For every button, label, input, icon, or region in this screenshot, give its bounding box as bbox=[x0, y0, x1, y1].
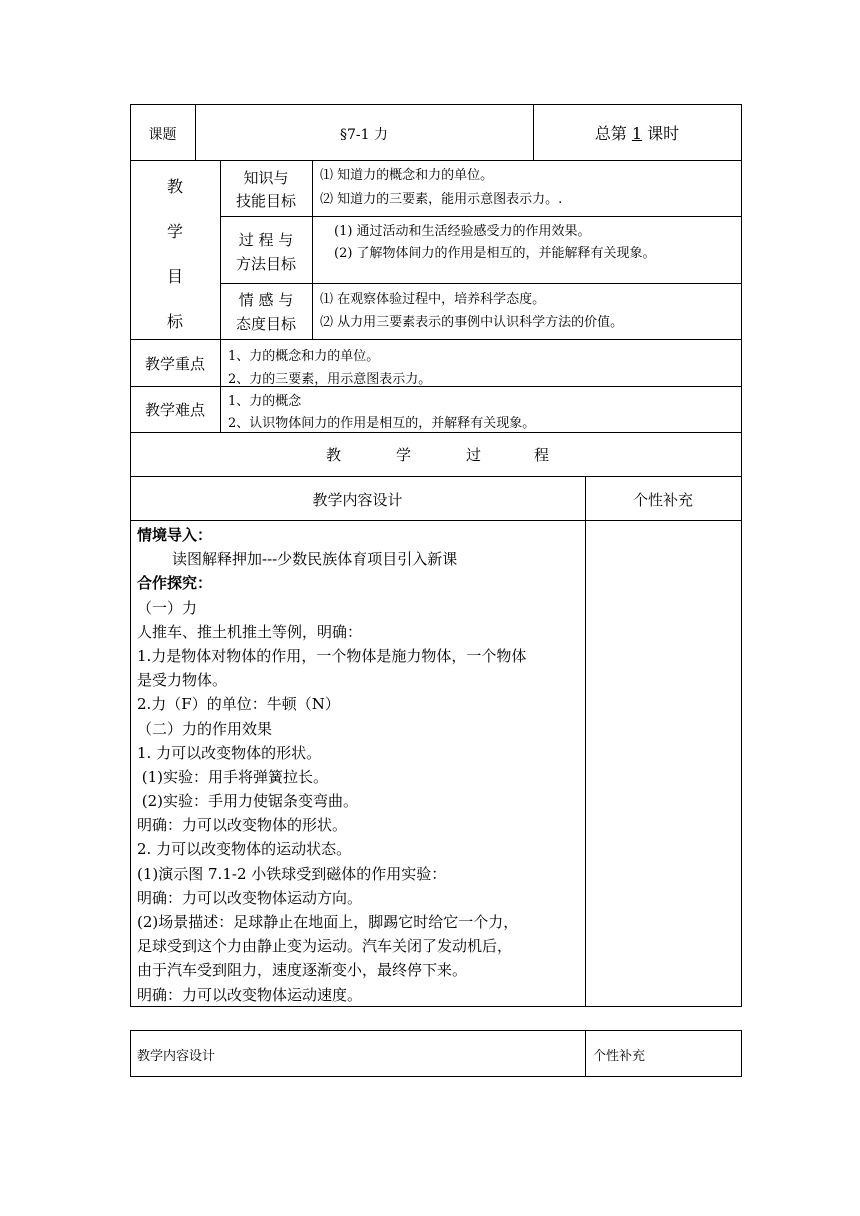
objectives-label-char: 目 bbox=[166, 267, 183, 286]
objective-item: ⑴ 在观察体验过程中，培养科学态度。 bbox=[320, 292, 546, 307]
content-line: (2)场景描述：足球静止在地面上，脚踢它时给它一个力， bbox=[137, 913, 519, 931]
objective-label: 情 感 与 bbox=[238, 291, 294, 309]
content-line: 由于汽车受到阻力，速度逐渐变小，最终停下来。 bbox=[137, 961, 468, 980]
difficulties-label: 教学难点 bbox=[144, 401, 205, 419]
difficulty-item: 2、认识物体间力的作用是相互的，并解释有关现象。 bbox=[228, 416, 536, 431]
content-line: （一）力 bbox=[137, 598, 198, 617]
period-count bbox=[533, 121, 741, 144]
period-prefix: 总第 bbox=[594, 124, 627, 143]
content-line: (2)实验：手用力使锯条变弯曲。 bbox=[137, 792, 359, 811]
second-supplement-header: 个性补充 bbox=[593, 1049, 646, 1064]
second-design-header: 教学内容设计 bbox=[137, 1049, 216, 1064]
content-line: 读图解释押加---少数民族体育项目引入新课 bbox=[172, 550, 458, 569]
content-line: 2. 力可以改变物体的运动状态。 bbox=[137, 840, 352, 859]
objective-item: (2) 了解物体间力的作用是相互的，并能解释有关现象。 bbox=[334, 246, 656, 261]
key-point-item: 2、力的三要素，用示意图表示力。 bbox=[228, 372, 432, 387]
content-body bbox=[137, 523, 582, 1007]
content-line: (1)实验：用手将弹簧拉长。 bbox=[137, 767, 329, 786]
objectives-label-char: 教 bbox=[166, 177, 183, 196]
objective-label: 技能目标 bbox=[235, 192, 296, 210]
content-line: 是受力物体。 bbox=[137, 671, 228, 690]
key-points-label: 教学重点 bbox=[144, 355, 205, 373]
content-line: 足球受到这个力由静止变为运动。汽车关闭了发动机后， bbox=[137, 937, 513, 956]
content-line: 1.力是物体对物体的作用，一个物体是施力物体，一个物体 bbox=[137, 646, 527, 665]
content-line: 2.力（F）的单位：牛顿（N） bbox=[137, 695, 340, 714]
objective-item: ⑵ 知道力的三要素，能用示意图表示力。. bbox=[320, 192, 563, 207]
content-section-heading: 合作探究： bbox=[137, 574, 213, 593]
objective-item: ⑵ 从力用三要素表示的事例中认识科学方法的价值。 bbox=[320, 315, 624, 330]
period-number: 1 bbox=[631, 124, 643, 143]
difficulty-item: 1、力的概念 bbox=[228, 394, 302, 409]
content-line: 明确：力可以改变物体的形状。 bbox=[137, 816, 348, 835]
content-line: 1. 力可以改变物体的形状。 bbox=[137, 743, 322, 762]
keti-label: 课题 bbox=[148, 127, 177, 143]
objective-item: ⑴ 知道力的概念和力的单位。 bbox=[320, 168, 494, 183]
content-line: 明确：力可以改变物体运动速度。 bbox=[137, 985, 363, 1004]
content-line: （二）力的作用效果 bbox=[137, 719, 273, 738]
objectives-label-char: 学 bbox=[166, 222, 183, 241]
objective-label: 方法目标 bbox=[235, 255, 296, 273]
objective-label: 态度目标 bbox=[235, 315, 296, 333]
process-heading-char: 教 bbox=[326, 446, 342, 464]
content-section-heading: 情境导入： bbox=[137, 526, 213, 544]
objective-label: 过 程 与 bbox=[238, 231, 294, 249]
content-line: (1)演示图 7.1-2 小铁球受到磁体的作用实验： bbox=[137, 864, 447, 883]
content-line: 人推车、推土机推土等例，明确： bbox=[137, 622, 363, 641]
lesson-title: §7-1 力 bbox=[340, 127, 388, 143]
process-heading-char: 过 bbox=[466, 446, 482, 464]
objective-label: 知识与 bbox=[243, 169, 289, 187]
process-heading bbox=[130, 444, 742, 466]
content-supplement-header: 个性补充 bbox=[632, 491, 693, 509]
content-line: 明确：力可以改变物体运动方向。 bbox=[137, 888, 363, 907]
period-suffix: 课时 bbox=[647, 124, 680, 143]
objectives-label-char: 标 bbox=[166, 312, 183, 331]
objective-item: (1) 通过活动和生活经验感受力的作用效果。 bbox=[334, 224, 591, 239]
key-point-item: 1、力的概念和力的单位。 bbox=[228, 349, 380, 364]
process-heading-char: 程 bbox=[534, 446, 550, 464]
supplement-cell bbox=[586, 521, 740, 1005]
process-heading-char: 学 bbox=[396, 446, 412, 464]
content-design-header: 教学内容设计 bbox=[312, 491, 403, 509]
